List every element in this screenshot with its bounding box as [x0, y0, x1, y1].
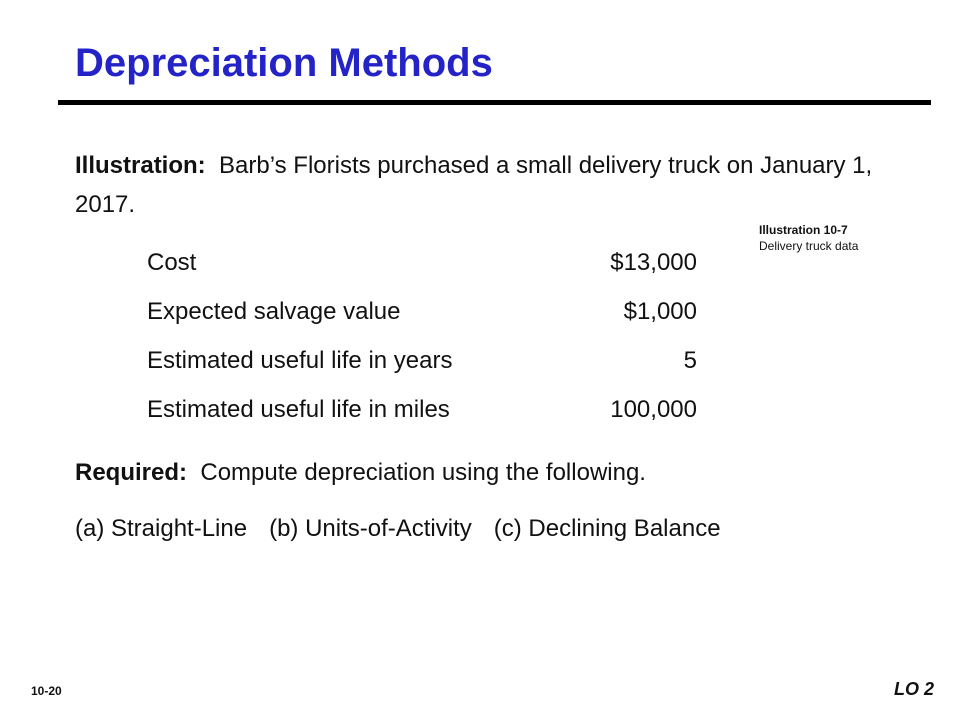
row-value: $13,000: [610, 248, 697, 276]
row-label: Estimated useful life in miles: [147, 395, 450, 423]
row-value: 5: [683, 346, 697, 374]
truck-data-table: [147, 238, 697, 434]
row-label: Expected salvage value: [147, 297, 401, 325]
illustration-number: Illustration 10-7: [759, 223, 848, 237]
row-label: Cost: [147, 248, 197, 276]
illustration-text: Barb’s Florists purchased a small delivery truck on January 1, 2017.: [75, 152, 873, 218]
methods-list: [75, 511, 721, 547]
table-row: [147, 385, 697, 434]
learning-objective: LO 2: [893, 679, 934, 699]
illustration-caption: Delivery truck data: [759, 239, 859, 253]
required-label: Required:: [75, 459, 188, 486]
slide-title: Depreciation Methods: [75, 41, 493, 85]
illustration-reference: [759, 222, 858, 254]
table-row: [147, 336, 697, 385]
row-label: Estimated useful life in years: [147, 346, 453, 374]
required-instruction: [75, 455, 646, 491]
method-declining-balance: (c) Declining Balance: [493, 515, 721, 542]
row-value: 100,000: [610, 395, 697, 423]
row-value: $1,000: [623, 297, 697, 325]
slide-number: 10-20: [31, 684, 62, 698]
illustration-intro: [75, 146, 875, 224]
method-straight-line: (a) Straight-Line: [75, 515, 248, 542]
title-divider: [58, 100, 931, 105]
table-row: [147, 238, 697, 287]
required-text: Compute depreciation using the following.: [200, 459, 646, 486]
illustration-label: Illustration:: [75, 152, 206, 179]
table-row: [147, 287, 697, 336]
method-units-of-activity: (b) Units-of-Activity: [269, 515, 472, 542]
